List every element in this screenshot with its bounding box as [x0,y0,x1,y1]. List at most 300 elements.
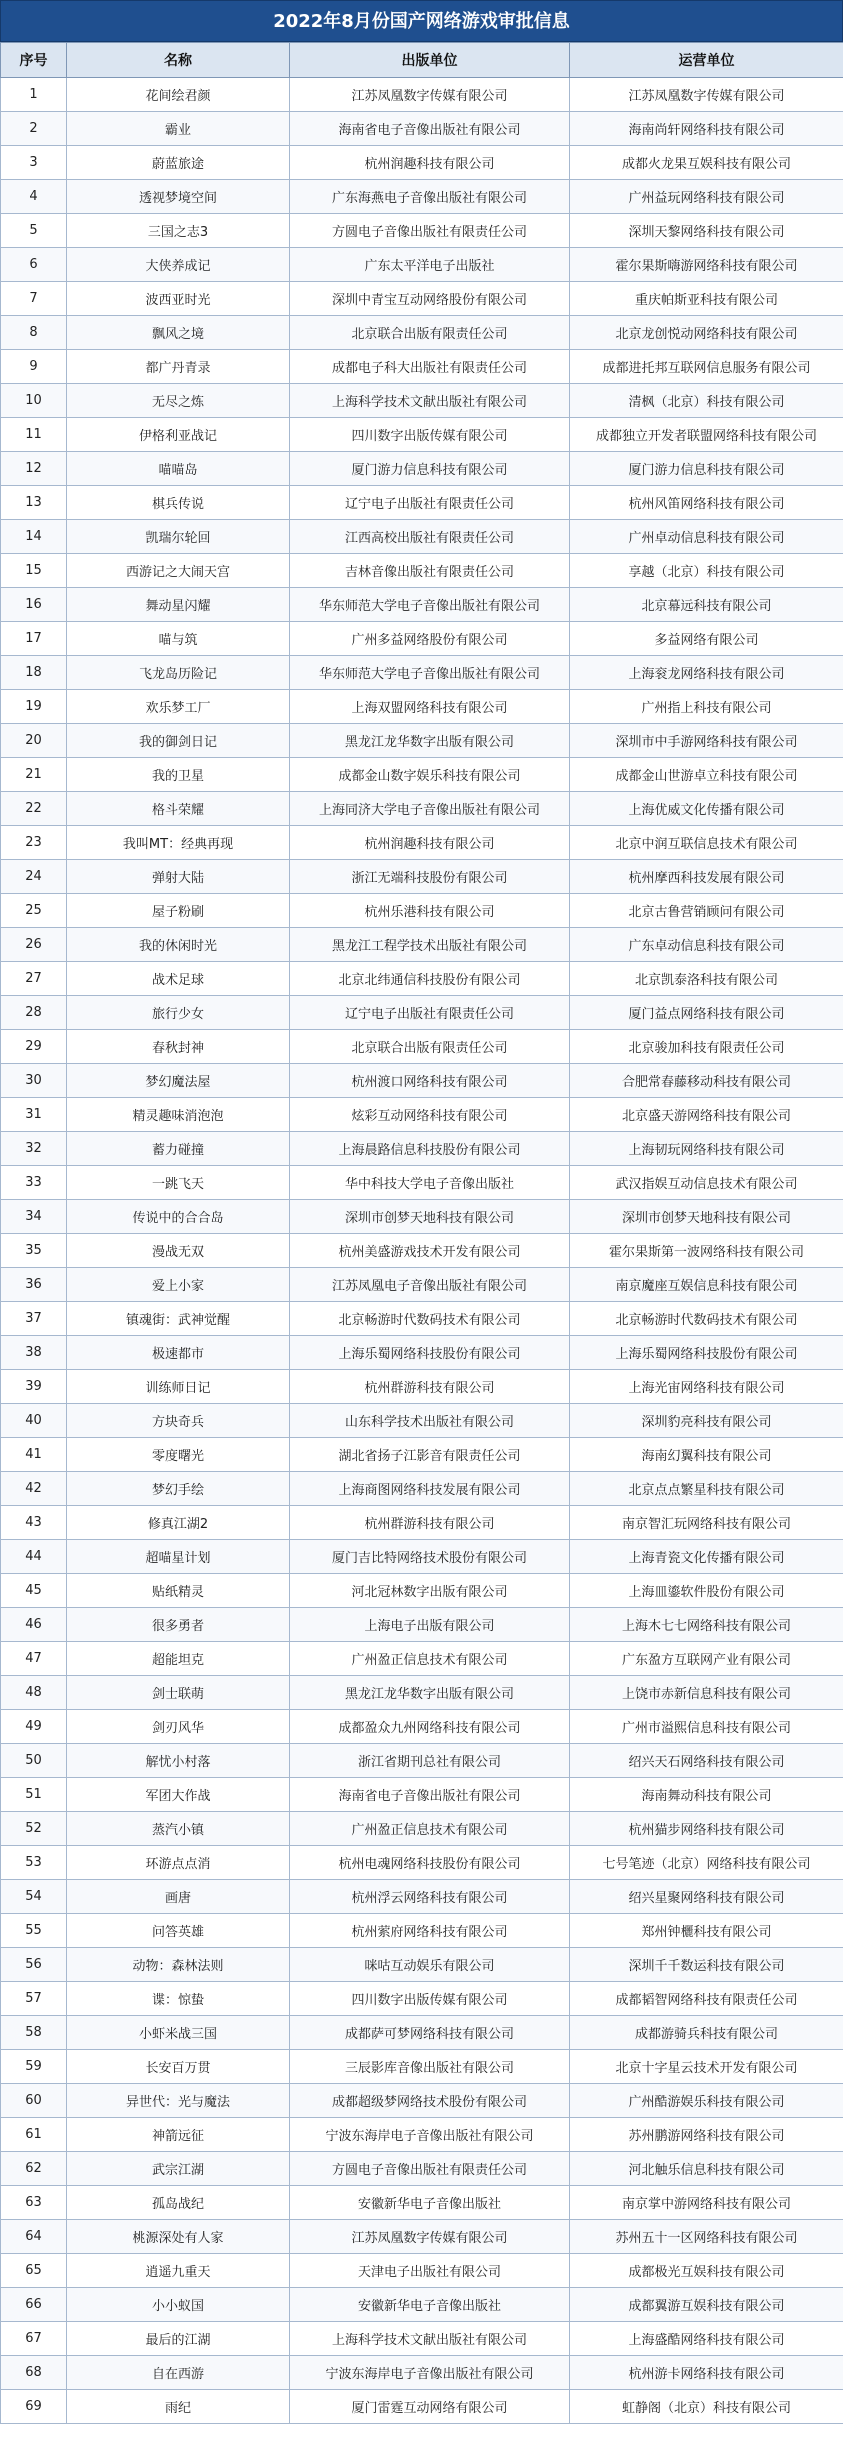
table-row [1,418,843,452]
game-name: 超能坦克 [67,1642,290,1676]
publisher: 广州盈正信息技术有限公司 [290,1812,570,1846]
table-row [1,894,843,928]
table-row [1,860,843,894]
table-row [1,1608,843,1642]
operator: 苏州鹏游网络科技有限公司 [570,2118,843,2152]
publisher: 华东师范大学电子音像出版社有限公司 [290,656,570,690]
game-name: 最后的江湖 [67,2322,290,2356]
row-index: 34 [1,1200,67,1234]
operator: 成都游骑兵科技有限公司 [570,2016,843,2050]
publisher: 杭州群游科技有限公司 [290,1506,570,1540]
table-row [1,1540,843,1574]
publisher: 安徽新华电子音像出版社 [290,2186,570,2220]
table-row [1,1064,843,1098]
game-name: 异世代：光与魔法 [67,2084,290,2118]
publisher: 江苏凤凰数字传媒有限公司 [290,2220,570,2254]
row-index: 49 [1,1710,67,1744]
operator: 成都火龙果互娱科技有限公司 [570,146,843,180]
game-name: 雨纪 [67,2390,290,2424]
row-index: 56 [1,1948,67,1982]
publisher: 三辰影库音像出版社有限公司 [290,2050,570,2084]
publisher: 杭州萦府网络科技有限公司 [290,1914,570,1948]
game-name: 漫战无双 [67,1234,290,1268]
operator: 上海优威文化传播有限公司 [570,792,843,826]
game-name: 弹射大陆 [67,860,290,894]
table-row [1,384,843,418]
publisher: 湖北省扬子江影音有限责任公司 [290,1438,570,1472]
row-index: 30 [1,1064,67,1098]
row-index: 31 [1,1098,67,1132]
game-name: 镇魂街：武神觉醒 [67,1302,290,1336]
table-row [1,1778,843,1812]
operator: 北京凯泰洛科技有限公司 [570,962,843,996]
row-index: 61 [1,2118,67,2152]
operator: 北京古鲁营销顾问有限公司 [570,894,843,928]
row-index: 15 [1,554,67,588]
row-index: 7 [1,282,67,316]
operator: 苏州五十一区网络科技有限公司 [570,2220,843,2254]
operator: 北京十字星云技术开发有限公司 [570,2050,843,2084]
table-row [1,928,843,962]
publisher: 山东科学技术出版社有限公司 [290,1404,570,1438]
operator: 南京掌中游网络科技有限公司 [570,2186,843,2220]
row-index: 37 [1,1302,67,1336]
publisher: 方圆电子音像出版社有限责任公司 [290,214,570,248]
table-row [1,486,843,520]
operator: 厦门益点网络科技有限公司 [570,996,843,1030]
row-index: 13 [1,486,67,520]
row-index: 50 [1,1744,67,1778]
operator: 深圳千千数运科技有限公司 [570,1948,843,1982]
table-row [1,2152,843,2186]
publisher: 杭州渡口网络科技有限公司 [290,1064,570,1098]
game-name: 梦幻魔法屋 [67,1064,290,1098]
game-name: 画唐 [67,1880,290,1914]
game-name: 超喵星计划 [67,1540,290,1574]
publisher: 杭州群游科技有限公司 [290,1370,570,1404]
game-name: 零度曙光 [67,1438,290,1472]
publisher: 上海同济大学电子音像出版社有限公司 [290,792,570,826]
table-row [1,1846,843,1880]
game-name: 训练师日记 [67,1370,290,1404]
publisher: 厦门雷霆互动网络有限公司 [290,2390,570,2424]
table-row [1,2118,843,2152]
row-index: 14 [1,520,67,554]
game-name: 蔚蓝旅途 [67,146,290,180]
table-row [1,1200,843,1234]
header-name: 名称 [67,43,290,78]
operator: 成都翼游互娱科技有限公司 [570,2288,843,2322]
table-row [1,1030,843,1064]
operator: 北京盛天游网络科技有限公司 [570,1098,843,1132]
table-row [1,350,843,384]
table-row [1,2254,843,2288]
game-name: 大侠养成记 [67,248,290,282]
operator: 广州市溢熙信息科技有限公司 [570,1710,843,1744]
table-row [1,826,843,860]
table-row [1,1098,843,1132]
game-name: 贴纸精灵 [67,1574,290,1608]
row-index: 38 [1,1336,67,1370]
operator: 成都金山世游卓立科技有限公司 [570,758,843,792]
row-index: 65 [1,2254,67,2288]
game-name: 谍：惊蛰 [67,1982,290,2016]
row-index: 2 [1,112,67,146]
table-row [1,1234,843,1268]
game-name: 桃源深处有人家 [67,2220,290,2254]
row-index: 23 [1,826,67,860]
operator: 深圳市创梦天地科技有限公司 [570,1200,843,1234]
operator: 北京点点繁星科技有限公司 [570,1472,843,1506]
row-index: 67 [1,2322,67,2356]
game-name: 很多勇者 [67,1608,290,1642]
operator: 上海皿鎏软件股份有限公司 [570,1574,843,1608]
publisher: 华东师范大学电子音像出版社有限公司 [290,588,570,622]
operator: 上海木七七网络科技有限公司 [570,1608,843,1642]
row-index: 68 [1,2356,67,2390]
operator: 海南幻翼科技有限公司 [570,1438,843,1472]
publisher: 天津电子出版社有限公司 [290,2254,570,2288]
publisher: 黑龙江龙华数字出版有限公司 [290,724,570,758]
operator: 厦门游力信息科技有限公司 [570,452,843,486]
operator: 上饶市赤新信息科技有限公司 [570,1676,843,1710]
table-row [1,1438,843,1472]
row-index: 10 [1,384,67,418]
row-index: 12 [1,452,67,486]
publisher: 上海电子出版有限公司 [290,1608,570,1642]
table-row [1,2288,843,2322]
game-name: 剑士联萌 [67,1676,290,1710]
publisher: 江苏凤凰数字传媒有限公司 [290,78,570,112]
publisher: 辽宁电子出版社有限责任公司 [290,996,570,1030]
publisher: 上海双盟网络科技有限公司 [290,690,570,724]
game-name: 春秋封神 [67,1030,290,1064]
table-title: 2022年8月份国产网络游戏审批信息 [0,0,843,42]
operator: 上海韧玩网络科技有限公司 [570,1132,843,1166]
table-row [1,724,843,758]
operator: 上海光宙网络科技有限公司 [570,1370,843,1404]
game-name: 孤岛战纪 [67,2186,290,2220]
publisher: 杭州润趣科技有限公司 [290,826,570,860]
table-row [1,78,843,112]
publisher: 方圆电子音像出版社有限责任公司 [290,2152,570,2186]
table-row [1,1268,843,1302]
operator: 广东卓动信息科技有限公司 [570,928,843,962]
publisher: 四川数字出版传媒有限公司 [290,418,570,452]
publisher: 杭州润趣科技有限公司 [290,146,570,180]
publisher: 上海晨路信息科技股份有限公司 [290,1132,570,1166]
game-name: 波西亚时光 [67,282,290,316]
game-name: 蓄力碰撞 [67,1132,290,1166]
table-row [1,1642,843,1676]
publisher: 江苏凤凰电子音像出版社有限公司 [290,1268,570,1302]
table-row [1,962,843,996]
game-name: 小虾米战三国 [67,2016,290,2050]
game-name: 动物：森林法则 [67,1948,290,1982]
table-row [1,1812,843,1846]
table-row [1,1370,843,1404]
game-name: 飞龙岛历险记 [67,656,290,690]
game-name: 飘风之境 [67,316,290,350]
approval-table [0,42,843,2424]
publisher: 咪咕互动娱乐有限公司 [290,1948,570,1982]
table-row [1,1472,843,1506]
publisher: 炫彩互动网络科技有限公司 [290,1098,570,1132]
game-name: 修真江湖2 [67,1506,290,1540]
table-row [1,452,843,486]
header-index: 序号 [1,43,67,78]
row-index: 64 [1,2220,67,2254]
publisher: 广州盈正信息技术有限公司 [290,1642,570,1676]
publisher: 黑龙江龙华数字出版有限公司 [290,1676,570,1710]
table-row [1,248,843,282]
operator: 霍尔果斯第一波网络科技有限公司 [570,1234,843,1268]
row-index: 17 [1,622,67,656]
operator: 深圳市中手游网络科技有限公司 [570,724,843,758]
publisher: 深圳市创梦天地科技有限公司 [290,1200,570,1234]
game-name: 旅行少女 [67,996,290,1030]
operator: 上海乐蜀网络科技股份有限公司 [570,1336,843,1370]
publisher: 北京畅游时代数码技术有限公司 [290,1302,570,1336]
game-name: 欢乐梦工厂 [67,690,290,724]
operator: 河北触乐信息科技有限公司 [570,2152,843,2186]
table-row [1,2220,843,2254]
operator: 成都韬智网络科技有限责任公司 [570,1982,843,2016]
row-index: 39 [1,1370,67,1404]
publisher: 成都金山数字娱乐科技有限公司 [290,758,570,792]
operator: 郑州钟欐科技有限公司 [570,1914,843,1948]
operator: 海南舞动科技有限公司 [570,1778,843,1812]
publisher: 成都电子科大出版社有限责任公司 [290,350,570,384]
publisher: 浙江无端科技股份有限公司 [290,860,570,894]
table-row [1,180,843,214]
table-row [1,622,843,656]
publisher: 广州多益网络股份有限公司 [290,622,570,656]
table-row [1,1506,843,1540]
row-index: 58 [1,2016,67,2050]
table-row [1,146,843,180]
table-row [1,2356,843,2390]
game-name: 方块奇兵 [67,1404,290,1438]
row-index: 52 [1,1812,67,1846]
operator: 绍兴天石网络科技有限公司 [570,1744,843,1778]
row-index: 29 [1,1030,67,1064]
row-index: 3 [1,146,67,180]
row-index: 63 [1,2186,67,2220]
publisher: 北京联合出版有限责任公司 [290,316,570,350]
row-index: 57 [1,1982,67,2016]
game-name: 蒸汽小镇 [67,1812,290,1846]
table-row [1,1574,843,1608]
publisher: 北京北纬通信科技股份有限公司 [290,962,570,996]
game-name: 舞动星闪耀 [67,588,290,622]
row-index: 36 [1,1268,67,1302]
game-name: 逍遥九重天 [67,2254,290,2288]
table-row [1,1744,843,1778]
table-row [1,588,843,622]
row-index: 44 [1,1540,67,1574]
table-row [1,2084,843,2118]
row-index: 18 [1,656,67,690]
row-index: 59 [1,2050,67,2084]
row-index: 42 [1,1472,67,1506]
table-body [1,78,843,2424]
operator: 江苏凤凰数字传媒有限公司 [570,78,843,112]
operator: 北京中润互联信息技术有限公司 [570,826,843,860]
row-index: 35 [1,1234,67,1268]
publisher: 成都盈众九州网络科技有限公司 [290,1710,570,1744]
table-row [1,1132,843,1166]
operator: 南京魔座互娱信息科技有限公司 [570,1268,843,1302]
operator: 清枫（北京）科技有限公司 [570,384,843,418]
table-row [1,1948,843,1982]
operator: 海南尚轩网络科技有限公司 [570,112,843,146]
game-name: 环游点点消 [67,1846,290,1880]
game-name: 无尽之炼 [67,384,290,418]
row-index: 55 [1,1914,67,1948]
row-index: 51 [1,1778,67,1812]
game-name: 小小蚁国 [67,2288,290,2322]
operator: 北京畅游时代数码技术有限公司 [570,1302,843,1336]
table-row [1,792,843,826]
table-row [1,1710,843,1744]
row-index: 25 [1,894,67,928]
game-name: 我的卫星 [67,758,290,792]
row-index: 54 [1,1880,67,1914]
game-name: 西游记之大闹天宫 [67,554,290,588]
operator: 深圳豹亮科技有限公司 [570,1404,843,1438]
operator: 杭州风笛网络科技有限公司 [570,486,843,520]
table-row [1,1404,843,1438]
operator: 多益网络有限公司 [570,622,843,656]
game-name: 一跳飞天 [67,1166,290,1200]
row-index: 22 [1,792,67,826]
header-row [1,43,843,78]
row-index: 47 [1,1642,67,1676]
table-row [1,1336,843,1370]
table-row [1,112,843,146]
game-name: 问答英雄 [67,1914,290,1948]
operator: 七号笔迹（北京）网络科技有限公司 [570,1846,843,1880]
game-name: 传说中的合合岛 [67,1200,290,1234]
table-row [1,1302,843,1336]
table-row [1,2050,843,2084]
game-name: 我的御剑日记 [67,724,290,758]
operator: 享越（北京）科技有限公司 [570,554,843,588]
game-name: 精灵趣味消泡泡 [67,1098,290,1132]
publisher: 吉林音像出版社有限责任公司 [290,554,570,588]
publisher: 北京联合出版有限责任公司 [290,1030,570,1064]
publisher: 河北冠林数字出版有限公司 [290,1574,570,1608]
row-index: 41 [1,1438,67,1472]
row-index: 32 [1,1132,67,1166]
row-index: 33 [1,1166,67,1200]
table-row [1,1914,843,1948]
publisher: 上海乐蜀网络科技股份有限公司 [290,1336,570,1370]
operator: 广州酷游娱乐科技有限公司 [570,2084,843,2118]
game-name: 棋兵传说 [67,486,290,520]
operator: 合肥常春藤移动科技有限公司 [570,1064,843,1098]
publisher: 成都萨可梦网络科技有限公司 [290,2016,570,2050]
operator: 深圳天黎网络科技有限公司 [570,214,843,248]
row-index: 62 [1,2152,67,2186]
operator: 南京智汇玩网络科技有限公司 [570,1506,843,1540]
operator: 霍尔果斯嗨游网络科技有限公司 [570,248,843,282]
table-row [1,996,843,1030]
operator: 杭州游卡网络科技有限公司 [570,2356,843,2390]
game-name: 花间绘君颜 [67,78,290,112]
game-name: 三国之志3 [67,214,290,248]
row-index: 28 [1,996,67,1030]
operator: 广州指上科技有限公司 [570,690,843,724]
game-name: 凯瑞尔轮回 [67,520,290,554]
publisher: 深圳中青宝互动网络股份有限公司 [290,282,570,316]
publisher: 黑龙江工程学技术出版社有限公司 [290,928,570,962]
publisher: 宁波东海岸电子音像出版社有限公司 [290,2356,570,2390]
game-name: 解忧小村落 [67,1744,290,1778]
table-row [1,1676,843,1710]
game-name: 神箭远征 [67,2118,290,2152]
row-index: 43 [1,1506,67,1540]
row-index: 6 [1,248,67,282]
table-row [1,554,843,588]
game-name: 我的休闲时光 [67,928,290,962]
operator: 广州卓动信息科技有限公司 [570,520,843,554]
publisher: 成都超级梦网络技术股份有限公司 [290,2084,570,2118]
row-index: 46 [1,1608,67,1642]
game-name: 极速都市 [67,1336,290,1370]
row-index: 40 [1,1404,67,1438]
row-index: 69 [1,2390,67,2424]
publisher: 海南省电子音像出版社有限公司 [290,112,570,146]
row-index: 1 [1,78,67,112]
publisher: 厦门吉比特网络技术股份有限公司 [290,1540,570,1574]
publisher: 安徽新华电子音像出版社 [290,2288,570,2322]
publisher: 上海科学技术文献出版社有限公司 [290,2322,570,2356]
operator: 成都极光互娱科技有限公司 [570,2254,843,2288]
header-publisher: 出版单位 [290,43,570,78]
game-name: 伊格利亚战记 [67,418,290,452]
publisher: 四川数字出版传媒有限公司 [290,1982,570,2016]
publisher: 上海商图网络科技发展有限公司 [290,1472,570,1506]
game-name: 喵喵岛 [67,452,290,486]
row-index: 11 [1,418,67,452]
operator: 成都进托邦互联网信息服务有限公司 [570,350,843,384]
table-row [1,214,843,248]
operator: 上海青瓷文化传播有限公司 [570,1540,843,1574]
game-name: 都广丹青录 [67,350,290,384]
operator: 重庆帕斯亚科技有限公司 [570,282,843,316]
row-index: 9 [1,350,67,384]
publisher: 华中科技大学电子音像出版社 [290,1166,570,1200]
publisher: 海南省电子音像出版社有限公司 [290,1778,570,1812]
game-name: 霸业 [67,112,290,146]
publisher: 江西高校出版社有限责任公司 [290,520,570,554]
publisher: 杭州浮云网络科技有限公司 [290,1880,570,1914]
operator: 北京龙创悦动网络科技有限公司 [570,316,843,350]
publisher: 杭州乐港科技有限公司 [290,894,570,928]
table-row [1,1880,843,1914]
publisher: 上海科学技术文献出版社有限公司 [290,384,570,418]
operator: 杭州摩西科技发展有限公司 [570,860,843,894]
row-index: 60 [1,2084,67,2118]
row-index: 16 [1,588,67,622]
row-index: 19 [1,690,67,724]
row-index: 5 [1,214,67,248]
row-index: 27 [1,962,67,996]
operator: 成都独立开发者联盟网络科技有限公司 [570,418,843,452]
table-row [1,2322,843,2356]
